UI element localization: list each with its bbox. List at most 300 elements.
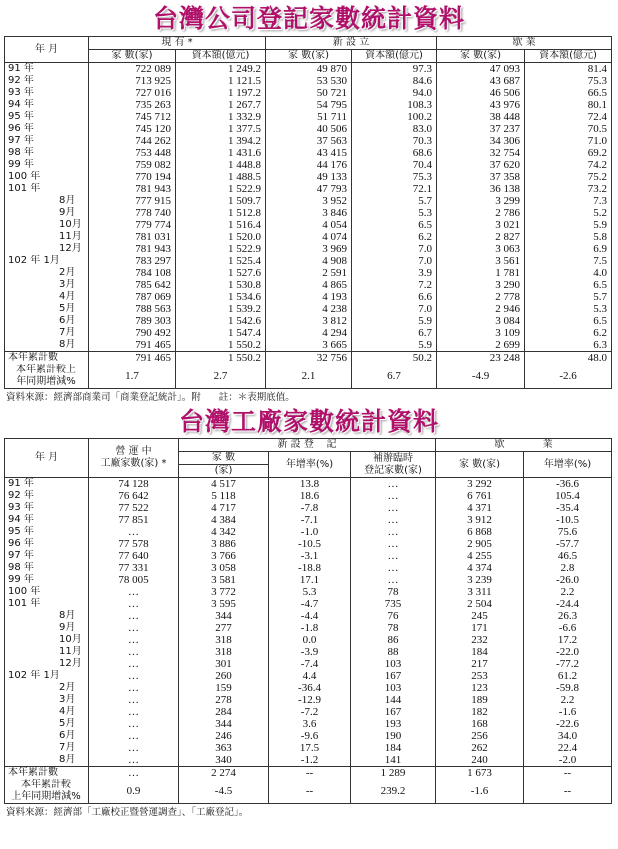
table-cell: 1 520.0 (176, 231, 266, 243)
table-row (5, 99, 612, 111)
table-cell: 6.3 (525, 339, 612, 352)
table-cell: 36 138 (437, 183, 525, 195)
table-row (5, 243, 612, 255)
table-cell: 77 851 (89, 514, 179, 526)
table-cell: … (351, 574, 436, 586)
row-label: 101 年 (5, 183, 89, 195)
table-cell: 97.3 (352, 63, 437, 76)
table-cell: 0.9 (89, 779, 179, 804)
table-cell: 49 133 (266, 171, 352, 183)
table-cell: 77 640 (89, 550, 179, 562)
table-cell: 86 (351, 634, 436, 646)
table-cell: 78 (351, 622, 436, 634)
table-cell: 1 530.8 (176, 279, 266, 291)
table-cell: 94.0 (352, 87, 437, 99)
table-cell: 77 331 (89, 562, 179, 574)
table-row (5, 742, 612, 754)
table-cell: 26.3 (524, 610, 612, 622)
table-cell: 3 109 (437, 327, 525, 339)
table-cell: 1 448.8 (176, 159, 266, 171)
table-cell: 789 303 (89, 315, 176, 327)
table-cell: 3 886 (179, 538, 269, 550)
table-cell: 791 465 (89, 352, 176, 365)
table-cell: -7.1 (269, 514, 351, 526)
header-closed: 歇 業 (437, 37, 612, 50)
company-source-note (6, 391, 618, 404)
table-cell: … (89, 646, 179, 658)
table-row (5, 159, 612, 171)
table-cell: 246 (179, 730, 269, 742)
row-label: 100 年 (5, 586, 89, 598)
row-label: 100 年 (5, 171, 89, 183)
table-cell: 66.5 (525, 87, 612, 99)
table-cell: 3 292 (436, 478, 524, 491)
table-cell: -1.6 (436, 779, 524, 804)
yoy-label-line1: 本年累計較 (21, 779, 71, 790)
table-cell: 70.4 (352, 159, 437, 171)
table-cell: 277 (179, 622, 269, 634)
table-cell: 3 772 (179, 586, 269, 598)
table-cell: 6.5 (525, 279, 612, 291)
header-new-capital: 資本額(億元) (352, 50, 437, 63)
row-label: 5月 (5, 303, 89, 315)
header-operating-factories (89, 439, 179, 478)
row-label: 95 年 (5, 526, 89, 538)
table-cell: 7.2 (352, 279, 437, 291)
table-cell: -7.2 (269, 706, 351, 718)
table-row (5, 586, 612, 598)
table-cell: 100.2 (352, 111, 437, 123)
table-cell: 3 084 (437, 315, 525, 327)
header-new-reg-label: 新 設 登 (277, 439, 314, 450)
table-cell: -- (524, 767, 612, 780)
table-row (5, 75, 612, 87)
row-label: 91 年 (5, 478, 89, 491)
table-row (5, 490, 612, 502)
table-cell: -1.2 (269, 754, 351, 767)
table-row (5, 279, 612, 291)
table-row (5, 255, 612, 267)
table-cell: 1 673 (436, 767, 524, 780)
table-cell: 5.7 (525, 291, 612, 303)
table-cell: 256 (436, 730, 524, 742)
table-cell: 744 262 (89, 135, 176, 147)
table-row (5, 135, 612, 147)
table-cell: 17.1 (269, 574, 351, 586)
table-cell: 1 121.5 (176, 75, 266, 87)
table-cell: 4 384 (179, 514, 269, 526)
table-cell: … (89, 658, 179, 670)
table-cell: 5.9 (352, 339, 437, 352)
table-cell: 4 865 (266, 279, 352, 291)
row-label: 99 年 (5, 159, 89, 171)
table-cell: -12.9 (269, 694, 351, 706)
table-cell: 3 595 (179, 598, 269, 610)
header-new-growth: 年增率(%) (269, 452, 351, 478)
table-cell: 217 (436, 658, 524, 670)
yoy-label-line2: 上年同期增減% (11, 791, 81, 802)
table-cell: 240 (436, 754, 524, 767)
header-closed-capital: 資本額(億元) (525, 50, 612, 63)
row-label: 本年累計數 (5, 767, 89, 780)
table-cell: 2.8 (524, 562, 612, 574)
table-cell: … (351, 526, 436, 538)
table-cell: 3 969 (266, 243, 352, 255)
row-label: 94 年 (5, 99, 89, 111)
table-cell: -2.0 (524, 754, 612, 767)
table-cell: 778 740 (89, 207, 176, 219)
table-cell: -4.7 (269, 598, 351, 610)
row-label: 2月 (5, 267, 89, 279)
table-row (5, 646, 612, 658)
table-cell: 344 (179, 718, 269, 730)
header-new-registration (179, 439, 436, 452)
table-cell: 4 342 (179, 526, 269, 538)
table-cell: 5.9 (352, 315, 437, 327)
table-cell: 1 509.7 (176, 195, 266, 207)
table-cell: 2 946 (437, 303, 525, 315)
table-cell: … (351, 550, 436, 562)
header-operating-line2: 工廠家數(家) * (100, 458, 167, 469)
row-label: 93 年 (5, 502, 89, 514)
table-cell: 46.5 (524, 550, 612, 562)
table-cell: 3 846 (266, 207, 352, 219)
table-cell: 1 539.2 (176, 303, 266, 315)
table-cell: 5.3 (269, 586, 351, 598)
table-row (5, 730, 612, 742)
table-cell: 1 527.6 (176, 267, 266, 279)
table-cell: 37 237 (437, 123, 525, 135)
table-row (5, 478, 612, 491)
table-cell: 781 943 (89, 243, 176, 255)
cumulative-row (5, 767, 612, 780)
table-cell: 74 128 (89, 478, 179, 491)
table-cell: -- (269, 767, 351, 780)
table-cell: 4 517 (179, 478, 269, 491)
factory-table-header (5, 439, 612, 478)
table-cell: 790 492 (89, 327, 176, 339)
table-cell: 1 289 (351, 767, 436, 780)
table-cell: 50.2 (352, 352, 437, 365)
row-label: 91 年 (5, 63, 89, 76)
header-closed-count: 家 數(家) (436, 452, 524, 478)
row-label: 7月 (5, 742, 89, 754)
row-label: 9月 (5, 622, 89, 634)
table-cell: 239.2 (351, 779, 436, 804)
table-cell: -22.6 (524, 718, 612, 730)
table-cell: -36.4 (269, 682, 351, 694)
table-row (5, 63, 612, 76)
header-existing-count: 家 數(家) (89, 50, 176, 63)
table-cell: 2.2 (524, 586, 612, 598)
row-label: 7月 (5, 327, 89, 339)
row-label: 10月 (5, 634, 89, 646)
table-cell: -24.4 (524, 598, 612, 610)
row-label: 3月 (5, 694, 89, 706)
row-label: 94 年 (5, 514, 89, 526)
table-cell: 47 793 (266, 183, 352, 195)
table-row (5, 754, 612, 767)
table-cell: 4 908 (266, 255, 352, 267)
row-label: 97 年 (5, 550, 89, 562)
table-cell: … (89, 610, 179, 622)
table-cell: 4 054 (266, 219, 352, 231)
table-cell: 75.3 (352, 171, 437, 183)
table-cell: 167 (351, 706, 436, 718)
table-row (5, 219, 612, 231)
table-cell: 735 (351, 598, 436, 610)
table-row (5, 598, 612, 610)
table-cell: 4 255 (436, 550, 524, 562)
table-cell: 54 795 (266, 99, 352, 111)
table-cell: 80.1 (525, 99, 612, 111)
table-cell: 1 525.4 (176, 255, 266, 267)
table-cell: 70.5 (525, 123, 612, 135)
table-row (5, 195, 612, 207)
table-cell: 50 721 (266, 87, 352, 99)
table-cell: 38 448 (437, 111, 525, 123)
table-cell: 3 561 (437, 255, 525, 267)
table-row (5, 514, 612, 526)
table-cell: … (351, 490, 436, 502)
header-new: 新 設 立 (266, 37, 437, 50)
table-cell: … (89, 730, 179, 742)
row-label: 95 年 (5, 111, 89, 123)
table-cell: 34 306 (437, 135, 525, 147)
table-cell: -36.6 (524, 478, 612, 491)
table-row (5, 267, 612, 279)
row-label: 98 年 (5, 147, 89, 159)
table-cell: 1 332.9 (176, 111, 266, 123)
table-cell: 2.7 (176, 364, 266, 389)
table-cell: 6.5 (525, 315, 612, 327)
table-cell: 3 665 (266, 339, 352, 352)
table-cell: 69.2 (525, 147, 612, 159)
table-cell: -4.4 (269, 610, 351, 622)
table-cell: 2 905 (436, 538, 524, 550)
row-label: 97 年 (5, 135, 89, 147)
table-cell: -1.6 (524, 706, 612, 718)
table-cell: 3 299 (437, 195, 525, 207)
table-cell: 318 (179, 646, 269, 658)
row-label: 96 年 (5, 538, 89, 550)
table-row (5, 682, 612, 694)
table-cell: 1 488.5 (176, 171, 266, 183)
table-cell: 7.0 (352, 243, 437, 255)
table-cell: 2 699 (437, 339, 525, 352)
table-cell: 17.2 (524, 634, 612, 646)
table-cell: 3 581 (179, 574, 269, 586)
table-cell: 1 542.6 (176, 315, 266, 327)
table-cell: 72.1 (352, 183, 437, 195)
header-closed-label-end: 業 (542, 439, 553, 450)
header-supplement-line2: 登記家數(家) (364, 464, 422, 476)
row-label: 99 年 (5, 574, 89, 586)
table-cell: 184 (436, 646, 524, 658)
table-cell: 7.3 (525, 195, 612, 207)
table-cell: 722 089 (89, 63, 176, 76)
table-cell: … (351, 502, 436, 514)
table-cell: 262 (436, 742, 524, 754)
row-label: 93 年 (5, 87, 89, 99)
table-cell: 81.4 (525, 63, 612, 76)
table-cell: 4 074 (266, 231, 352, 243)
table-row (5, 231, 612, 243)
table-cell: -7.8 (269, 502, 351, 514)
table-cell: 4 371 (436, 502, 524, 514)
table-cell: 184 (351, 742, 436, 754)
table-cell: 788 563 (89, 303, 176, 315)
table-cell: 7.0 (352, 255, 437, 267)
row-label: 8月 (5, 610, 89, 622)
table-cell: 22.4 (524, 742, 612, 754)
table-cell: 2 591 (266, 267, 352, 279)
table-cell: 43 415 (266, 147, 352, 159)
table-cell: 5 118 (179, 490, 269, 502)
yoy-label-line2: 年同期增減% (16, 376, 76, 387)
row-label: 102 年 1月 (5, 255, 89, 267)
table-cell: 791 465 (89, 339, 176, 352)
table-cell: 108.3 (352, 99, 437, 111)
company-table-header (5, 37, 612, 63)
table-cell: 6.5 (352, 219, 437, 231)
table-cell: 6.6 (352, 291, 437, 303)
table-cell: 781 943 (89, 183, 176, 195)
table-row (5, 87, 612, 99)
factory-source-note: 資料來源：經濟部「工廠校正暨營運調查」、「工廠登記」。 (6, 807, 249, 818)
table-cell: … (89, 754, 179, 767)
table-cell: -4.5 (179, 779, 269, 804)
company-registration-title: 台灣公司登記家數統計資料 (152, 4, 465, 33)
row-label: 10月 (5, 219, 89, 231)
table-cell: 103 (351, 682, 436, 694)
table-cell: 4.4 (269, 670, 351, 682)
table-cell: 779 774 (89, 219, 176, 231)
yoy-row (5, 779, 612, 804)
table-cell: 5.9 (525, 219, 612, 231)
table-cell: 141 (351, 754, 436, 767)
table-cell: 1 522.9 (176, 183, 266, 195)
company-table-body (5, 63, 612, 389)
table-cell: 78 005 (89, 574, 179, 586)
table-cell: -2.6 (525, 364, 612, 389)
header-supplement (351, 452, 436, 478)
table-cell: … (89, 634, 179, 646)
table-cell: 2 786 (437, 207, 525, 219)
table-cell: 77 578 (89, 538, 179, 550)
table-cell: 3 766 (179, 550, 269, 562)
row-label: 本年累計數 (5, 352, 89, 365)
table-cell: 37 358 (437, 171, 525, 183)
table-cell: -4.9 (437, 364, 525, 389)
table-cell: 4 294 (266, 327, 352, 339)
table-row (5, 718, 612, 730)
table-cell: -6.6 (524, 622, 612, 634)
table-cell: … (351, 538, 436, 550)
yoy-row (5, 364, 612, 389)
table-cell: 43 976 (437, 99, 525, 111)
header-existing-capital: 資本額(億元) (176, 50, 266, 63)
table-row (5, 694, 612, 706)
table-cell: 1 534.6 (176, 291, 266, 303)
table-cell: 72.4 (525, 111, 612, 123)
table-cell: 1 547.4 (176, 327, 266, 339)
row-label: 3月 (5, 279, 89, 291)
table-cell: 40 506 (266, 123, 352, 135)
table-cell: 84.6 (352, 75, 437, 87)
table-row (5, 315, 612, 327)
table-cell: 6.2 (525, 327, 612, 339)
table-cell: 75.6 (524, 526, 612, 538)
table-cell: 318 (179, 634, 269, 646)
table-cell: 190 (351, 730, 436, 742)
header-closed-count: 家 數(家) (437, 50, 525, 63)
table-cell: 44 176 (266, 159, 352, 171)
row-label: 4月 (5, 706, 89, 718)
table-cell: 105.4 (524, 490, 612, 502)
table-cell: 23 248 (437, 352, 525, 365)
table-cell: 71.0 (525, 135, 612, 147)
row-label: 5月 (5, 718, 89, 730)
table-cell: -10.5 (524, 514, 612, 526)
table-cell: 3 912 (436, 514, 524, 526)
table-cell: 1 781 (437, 267, 525, 279)
table-row (5, 610, 612, 622)
table-cell: -- (269, 779, 351, 804)
table-cell: 48.0 (525, 352, 612, 365)
table-cell: 73.2 (525, 183, 612, 195)
table-cell: 167 (351, 670, 436, 682)
table-cell: 68.6 (352, 147, 437, 159)
table-cell: 53 530 (266, 75, 352, 87)
table-cell: 745 712 (89, 111, 176, 123)
header-new-count-unit: (家) (179, 465, 269, 478)
table-cell: -10.5 (269, 538, 351, 550)
table-cell: … (89, 767, 179, 780)
table-row (5, 562, 612, 574)
table-cell: 7.0 (352, 303, 437, 315)
header-existing: 現 有 * (89, 37, 266, 50)
table-cell: … (89, 694, 179, 706)
table-cell: 4 374 (436, 562, 524, 574)
table-cell: 6.7 (352, 327, 437, 339)
table-cell: -26.0 (524, 574, 612, 586)
table-cell: 61.2 (524, 670, 612, 682)
header-new-count: 家 數 (179, 452, 269, 465)
table-cell: 5.7 (352, 195, 437, 207)
table-cell: 193 (351, 718, 436, 730)
table-row (5, 502, 612, 514)
table-cell: 3 058 (179, 562, 269, 574)
table-cell: 168 (436, 718, 524, 730)
table-cell: … (351, 514, 436, 526)
row-label: 6月 (5, 730, 89, 742)
header-closed-label: 歇 (494, 439, 505, 450)
table-row (5, 538, 612, 550)
table-cell: 5.3 (352, 207, 437, 219)
table-cell: … (89, 706, 179, 718)
table-cell: -- (524, 779, 612, 804)
table-cell: 76 (351, 610, 436, 622)
table-cell: 18.6 (269, 490, 351, 502)
factory-table-body (5, 478, 612, 804)
table-cell: 103 (351, 658, 436, 670)
table-cell: 189 (436, 694, 524, 706)
table-cell: 777 915 (89, 195, 176, 207)
table-cell: 253 (436, 670, 524, 682)
table-cell: 2 778 (437, 291, 525, 303)
row-label: 12月 (5, 658, 89, 670)
